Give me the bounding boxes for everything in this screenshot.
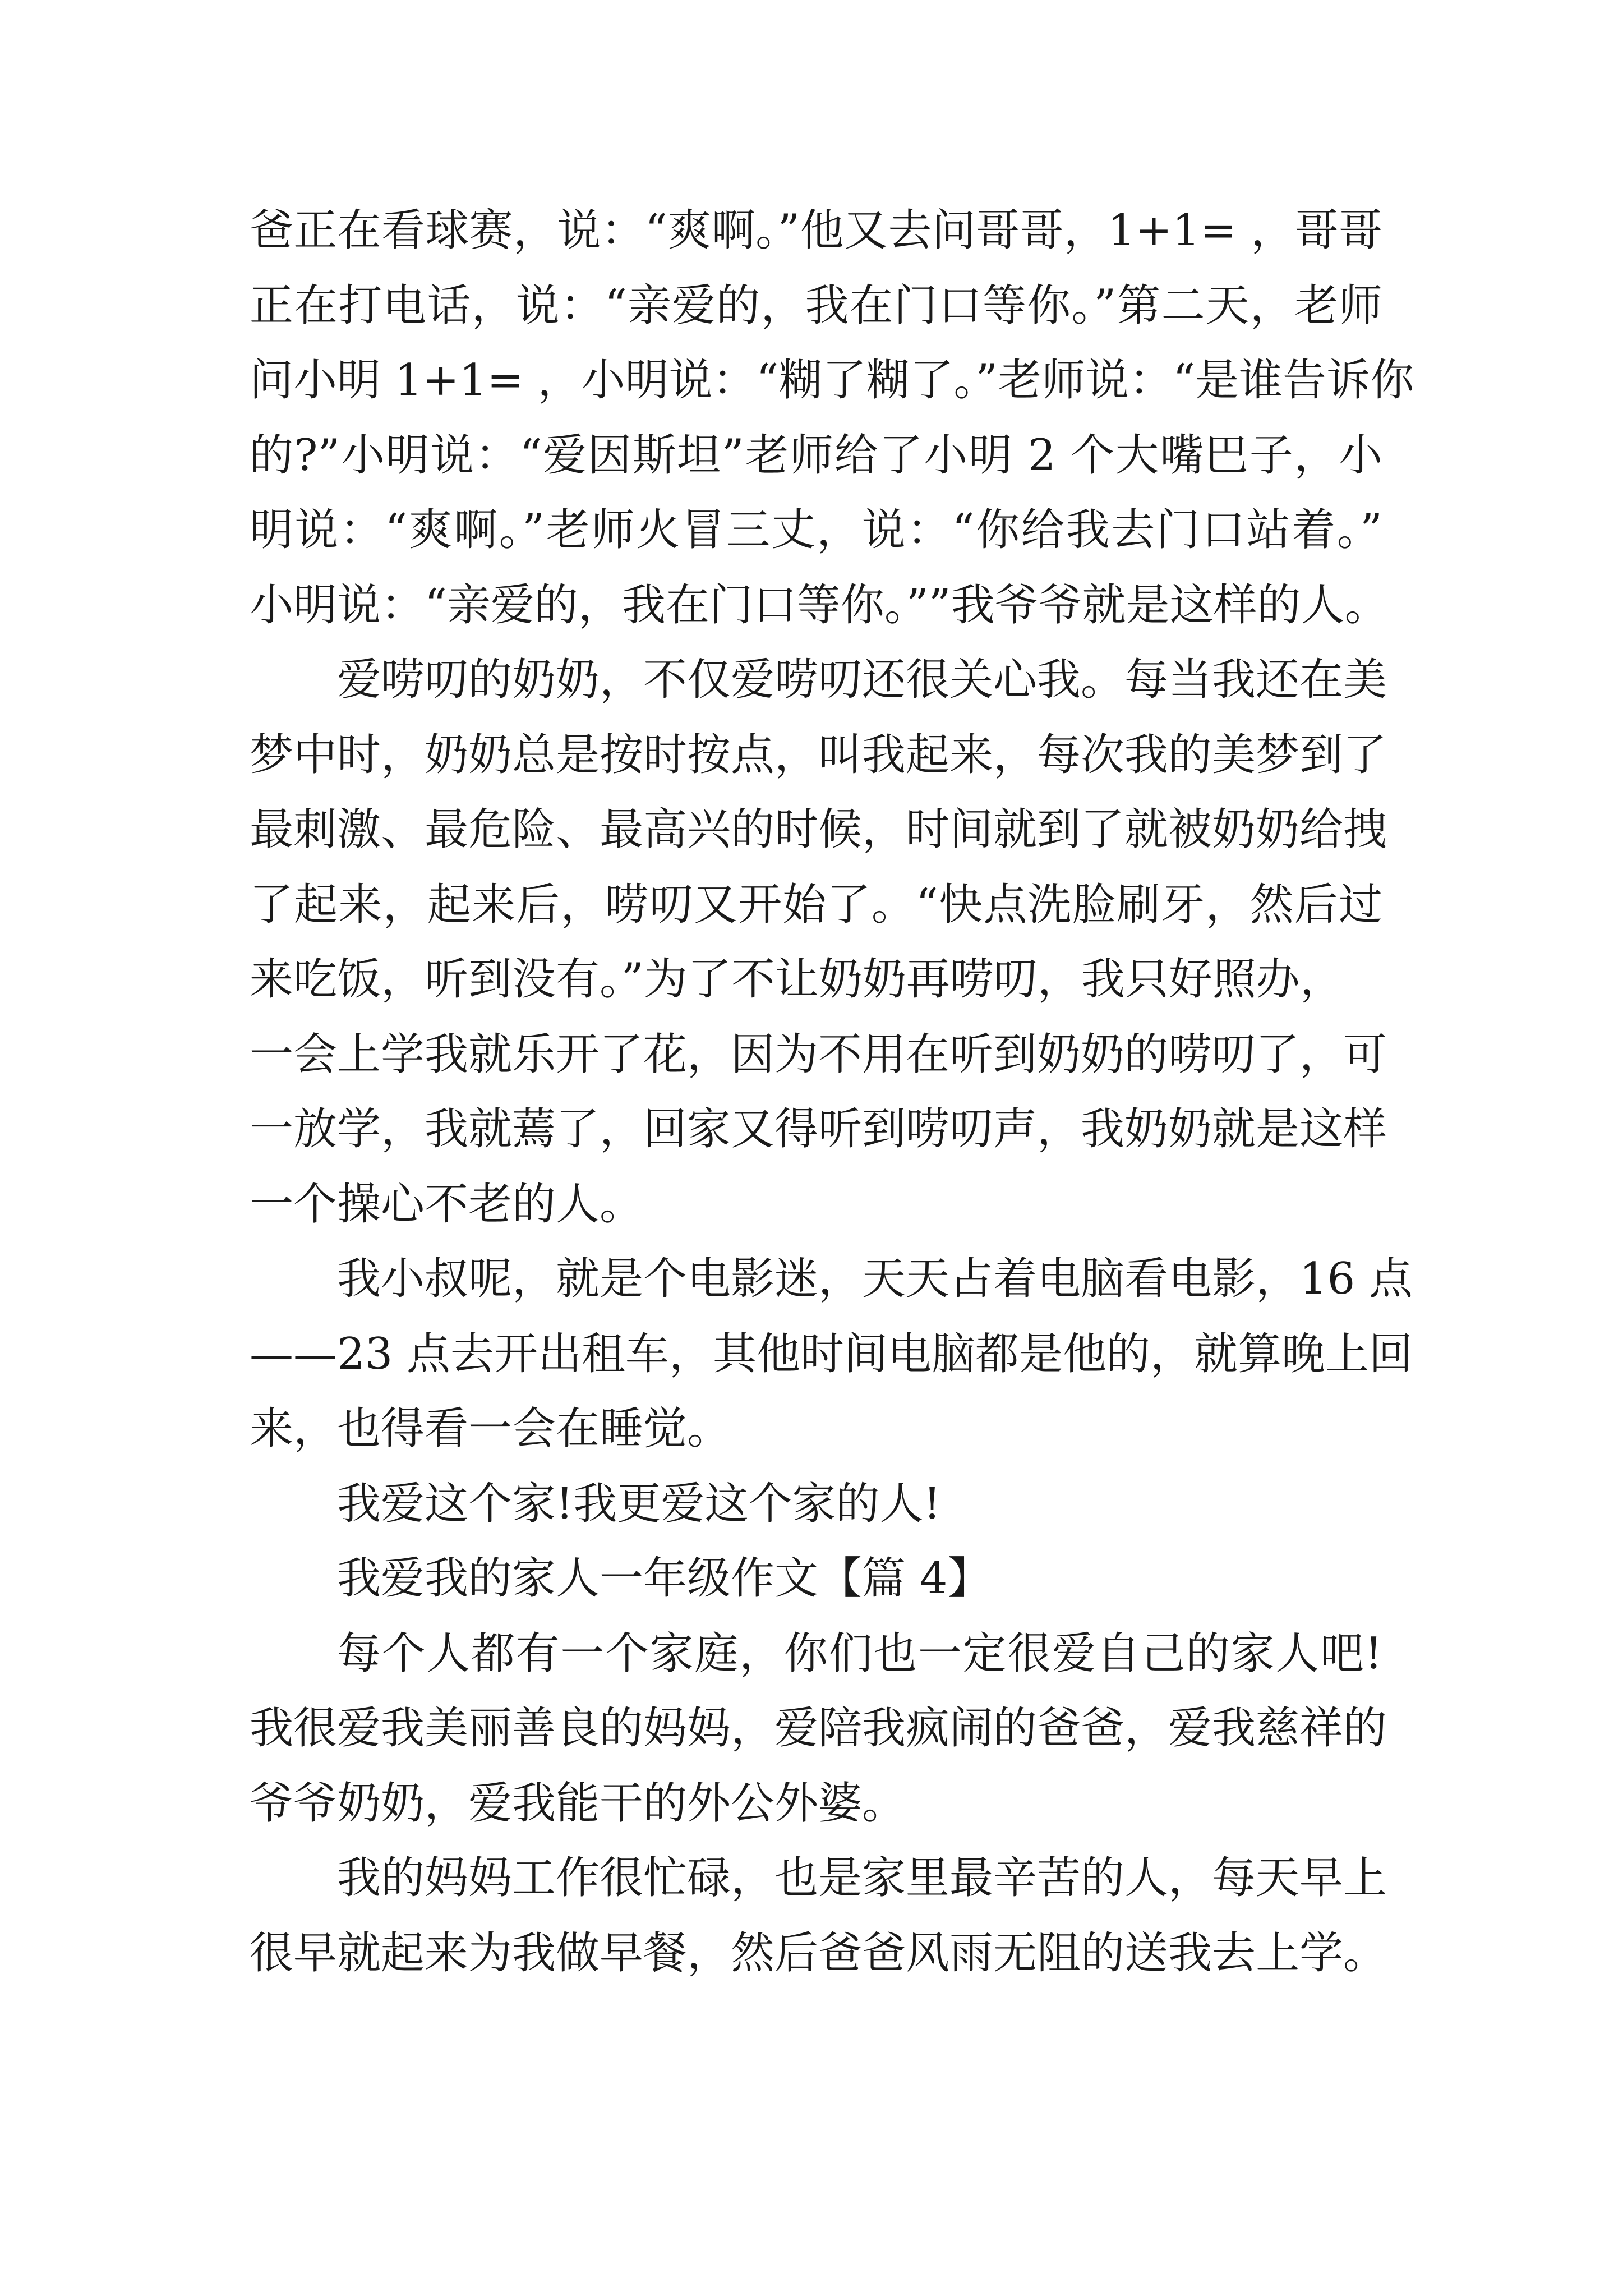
paragraph: [250, 1242, 1413, 1467]
text-line: 我很爱我美丽善良的妈妈，爱陪我疯闹的爸爸，爱我慈祥的: [250, 1703, 1387, 1754]
text-line: 正在打电话，说：“亲爱的，我在门口等你。”第二天，老师: [250, 280, 1382, 331]
text-line: 的?”小明说：“爱因斯坦”老师给了小明 2 个大嘴巴子，小: [250, 430, 1382, 481]
text-line: 来，也得看一会在睡觉。: [250, 1404, 731, 1454]
heading-line: 我爱我的家人一年级作文【篇 4】: [337, 1553, 992, 1604]
text-line: 最刺激、最危险、最高兴的时候，时间就到了就被奶奶给拽: [250, 804, 1387, 855]
text-line: 很早就起来为我做早餐，然后爸爸风雨无阻的送我去上学。: [250, 1927, 1387, 1978]
text-line: 一放学，我就蔫了，回家又得听到唠叨声，我奶奶就是这样: [250, 1104, 1387, 1154]
text-line: 爱唠叨的奶奶，不仅爱唠叨还很关心我。每当我还在美: [337, 655, 1387, 705]
text-line: 问小明 1+1= ，小明说：“糊了糊了。”老师说：“是谁告诉你: [250, 355, 1414, 406]
paragraph: [250, 643, 1387, 1242]
paragraph: [250, 194, 1414, 643]
text-line: ——23 点去开出租车，其他时间电脑都是他的，就算晚上回: [250, 1328, 1413, 1379]
text-line: 爸正在看球赛，说：“爽啊。”他又去问哥哥，1+1= ，哥哥: [250, 205, 1382, 256]
text-line: 我的妈妈工作很忙碌，也是家里最辛苦的人，每天早上: [337, 1853, 1387, 1903]
text-line: 梦中时，奶奶总是按时按点，叫我起来，每次我的美梦到了: [250, 729, 1387, 780]
text-line: 了起来，起来后，唠叨又开始了。“快点洗脸刷牙，然后过: [250, 879, 1382, 930]
text-line: 每个人都有一个家庭，你们也一定很爱自己的家人吧!: [337, 1628, 1382, 1679]
text-line: 我小叔呢，就是个电影迷，天天占着电脑看电影，16 点: [337, 1254, 1413, 1304]
paragraph: [250, 1841, 1387, 1991]
paragraph: [250, 1617, 1387, 1842]
text-line: 一个操心不老的人。: [250, 1179, 644, 1230]
text-line: 明说：“爽啊。”老师火冒三丈，说：“你给我去门口站着。”: [250, 505, 1382, 555]
text-line: 来吃饭，听到没有。”为了不让奶奶再唠叨，我只好照办，: [250, 954, 1344, 1005]
text-line: 小明说：“亲爱的，我在门口等你。””我爷爷就是这样的人。: [250, 579, 1389, 631]
paragraph: [250, 1467, 1382, 1542]
section-heading: [250, 1542, 1382, 1617]
text-line: 我爱这个家!我更爱这个家的人!: [337, 1478, 941, 1529]
text-line: 爷爷奶奶，爱我能干的外公外婆。: [250, 1778, 906, 1829]
text-line: 一会上学我就乐开了花，因为不用在听到奶奶的唠叨了，可: [250, 1029, 1387, 1080]
essay-body: [250, 194, 1414, 1991]
